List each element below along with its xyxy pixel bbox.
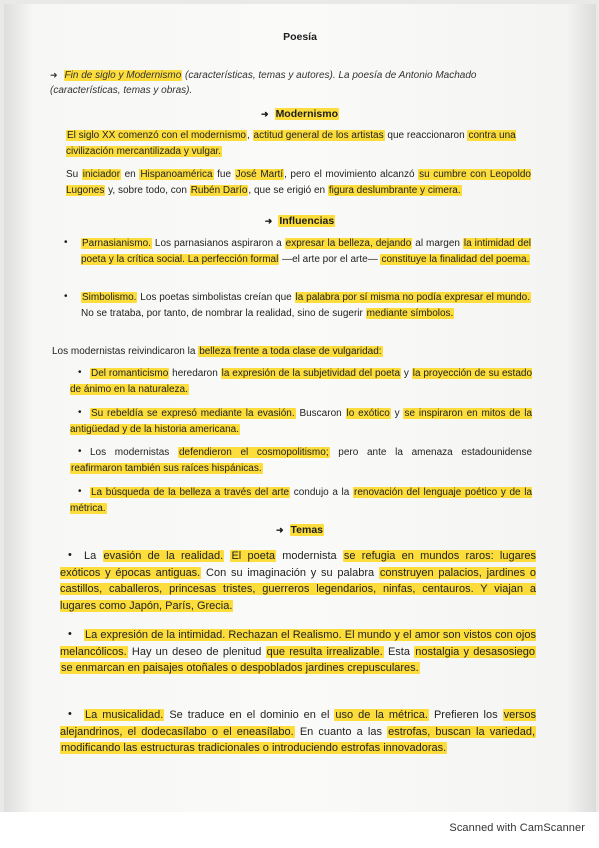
- modernismo-paragraph-1: El siglo XX comenzó con el modernismo, actitud general de los artistas que reaccionaron contra una civilización mercantilizada y vulgar.: [66, 130, 516, 157]
- page-title: Poesía: [283, 31, 317, 43]
- tema-evasion: La evasión de la realidad. El poeta modernista se refugia en mundos raros: lugares exóticos y épocas antiguas. Con su imaginación y su palabra construyen palacios, jardines o castillos, caballeros, princesas tristes, guerreros legendarios, ninfas, centauros. Y viajan a lugares como Japón, París, Grecia.: [60, 550, 536, 612]
- arrow-icon: ➜: [264, 216, 273, 226]
- heading-temas: [4, 524, 596, 536]
- heading-temas-text: Temas: [290, 524, 324, 536]
- tema-intimidad: La expresión de la intimidad. Rechazan el Realismo. El mundo y el amor son vistos con ojos melancólicos. Hay un deseo de plenitud que resulta irrealizable. Esta nostalgia y desasosiego se enmarcan en paisajes otoñales o despoblados jardines crepusculares.: [60, 629, 536, 674]
- arrow-icon: ➜: [275, 525, 284, 535]
- scanned-page: [4, 4, 596, 812]
- influencia-parnasianismo: Parnasianismo. Los parnasianos aspiraron a expresar la belleza, dejando al margen la intimidad del poeta y la crítica social. La perfección formal —el arte por el arte— constituye la finalidad del poema.: [81, 238, 532, 265]
- heading-modernismo: [4, 108, 596, 120]
- bullet-icon: •: [78, 367, 82, 378]
- modernismo-paragraph-2: Su iniciador en Hispanoamérica fue José Martí, pero el movimiento alcanzó su cumbre con Leopoldo Lugones y, sobre todo, con Rubén Darío, que se erigió en figura deslumbrante y cimera.: [66, 169, 531, 196]
- bullet-icon: •: [64, 291, 68, 302]
- heading-modernismo-text: Modernismo: [275, 108, 338, 120]
- reivindican-item-evasion: Su rebeldía se expresó mediante la evasión. Buscaron lo exótico y se inspiraron en mitos de la antigüedad y de la historia americana.: [70, 408, 532, 435]
- intro-topic: Fin de siglo y Modernismo: [64, 70, 182, 81]
- arrow-icon: ➜: [261, 109, 269, 119]
- bullet-icon: •: [78, 407, 82, 418]
- heading-influencias: [4, 215, 596, 227]
- bullet-icon: •: [78, 446, 82, 457]
- scanner-watermark: Scanned with CamScanner: [449, 822, 585, 834]
- tema-musicalidad: La musicalidad. Se traduce en el dominio en el uso de la métrica. Prefieren los versos alejandrinos, el dodecasílabo o el eneasílabo. En cuanto a las estrofas, buscan la variedad, modificando las estructuras tradicionales o introduciendo estrofas innovadoras.: [60, 709, 537, 754]
- bullet-icon: •: [78, 486, 82, 497]
- bullet-icon: •: [68, 549, 72, 561]
- intro-line: [50, 68, 530, 98]
- bullet-icon: •: [68, 628, 72, 640]
- bullet-icon: •: [68, 708, 72, 720]
- reivindican-item-belleza: La búsqueda de la belleza a través del arte condujo a la renovación del lenguaje poético y de la métrica.: [70, 487, 532, 514]
- heading-influencias-text: Influencias: [279, 215, 335, 227]
- influencia-simbolismo: Simbolismo. Los poetas simbolistas creían que la palabra por sí misma no podía expresar el mundo. No se trataba, por tanto, de nombrar la realidad, sino de sugerir mediante símbolos.: [81, 292, 530, 319]
- reivindican-item-romanticismo: Del romanticismo heredaron la expresión de la subjetividad del poeta y la proyección de su estado de ánimo en la naturaleza.: [70, 368, 533, 395]
- reivindican-item-cosmopolitismo: Los modernistas defendieron el cosmopolitismo; pero ante la amenaza estadounidense reafirmaron también sus raíces hispánicas.: [71, 447, 533, 474]
- reivindican-lead: Los modernistas reivindicaron la belleza frente a toda clase de vulgaridad:: [52, 346, 382, 357]
- arrow-icon: ➜: [50, 70, 58, 80]
- intro-rest: (características, temas y autores). La poesía de Antonio Machado (características, temas y obras).: [50, 70, 477, 96]
- bullet-icon: •: [64, 237, 68, 248]
